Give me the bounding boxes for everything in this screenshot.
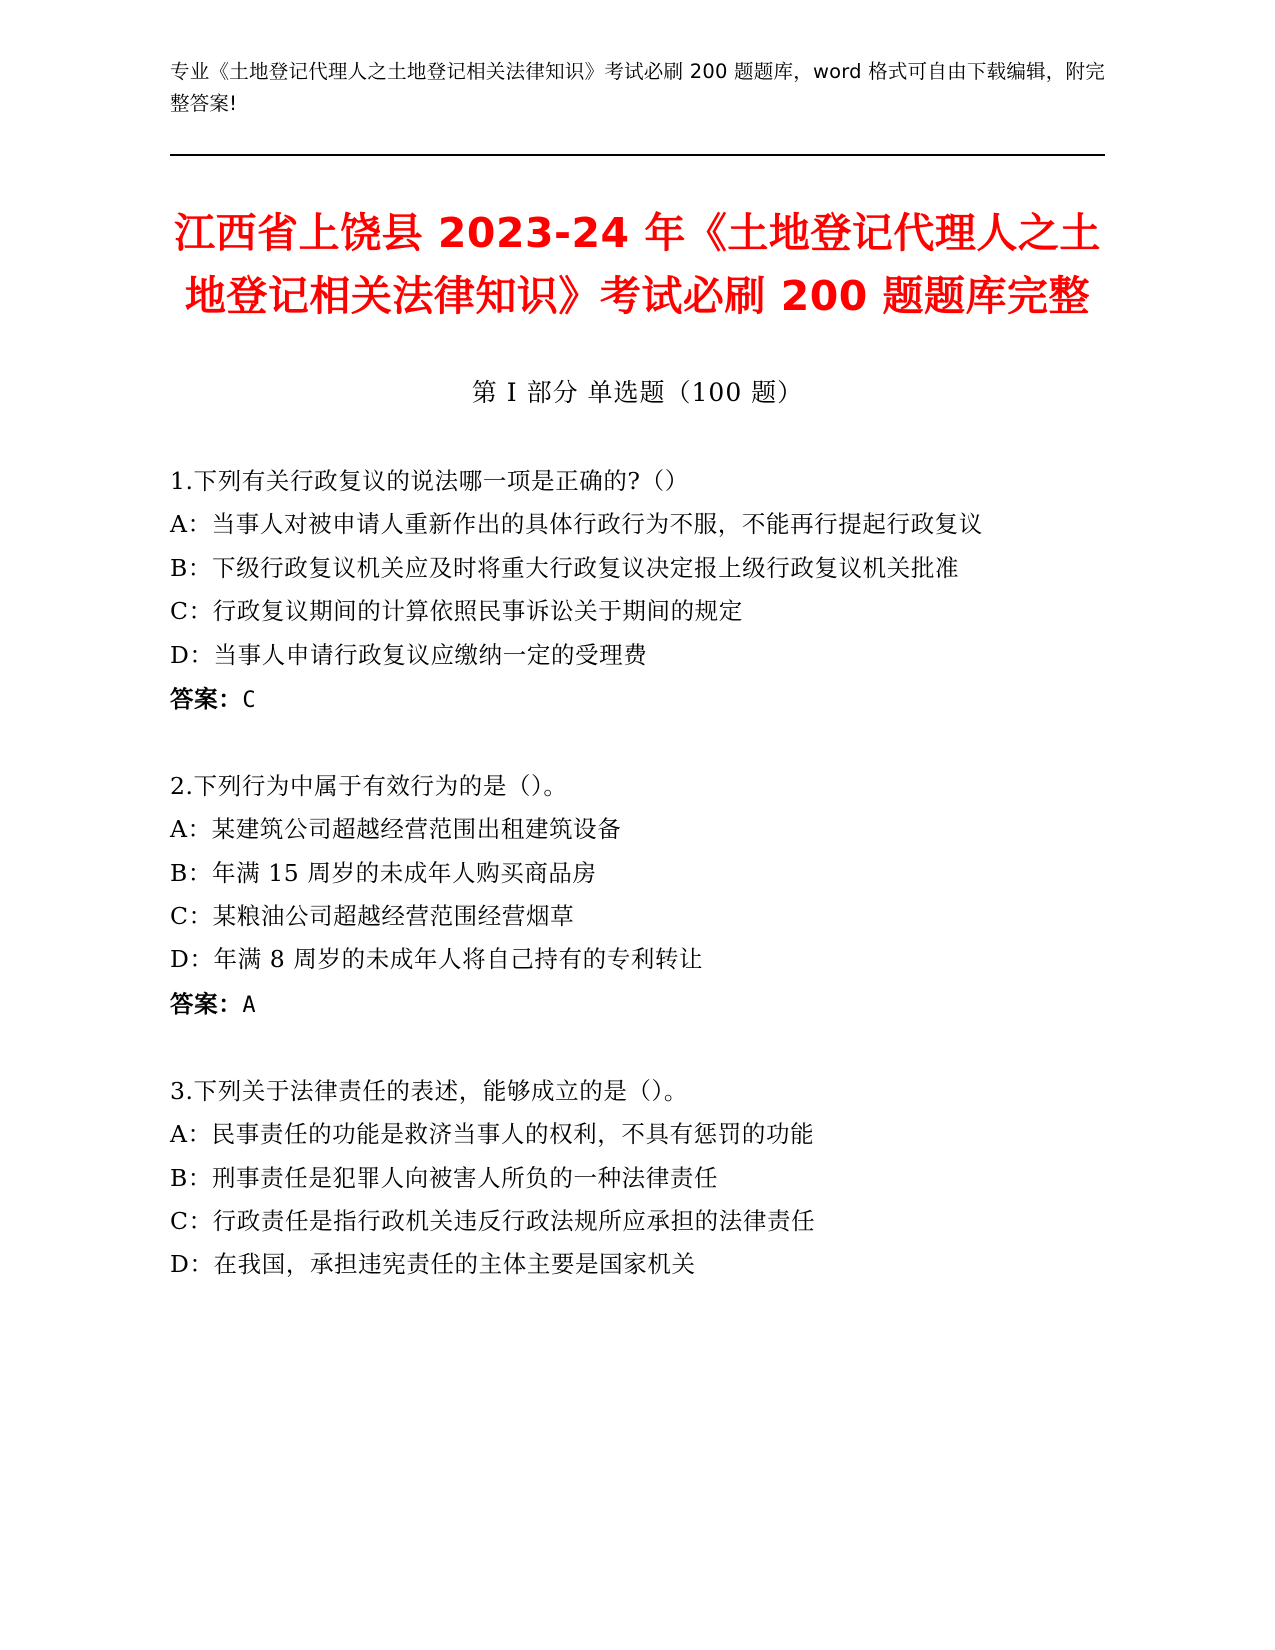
page-title: 江西省上饶县 2023-24 年《土地登记代理人之土地登记相关法律知识》考试必刷 200 题题库完整 <box>174 209 1101 320</box>
question-item <box>170 766 1105 1025</box>
question-item <box>170 461 1105 720</box>
question-option: C：某粮油公司超越经营范围经营烟草 <box>170 902 575 931</box>
question-stem: 2.下列行为中属于有效行为的是（）。 <box>170 771 568 800</box>
question-option: B：年满 15 周岁的未成年人购买商品房 <box>170 858 597 887</box>
question-answer <box>170 984 1105 1025</box>
question-option: B：下级行政复议机关应及时将重大行政复议决定报上级行政复议机关批准 <box>170 553 960 582</box>
section-heading: 第 I 部分 单选题（100 题） <box>471 377 804 407</box>
question-option: C：行政复议期间的计算依照民事诉讼关于期间的规定 <box>170 597 743 626</box>
question-option: A：当事人对被申请人重新作出的具体行政行为不服，不能再行提起行政复议 <box>170 510 983 539</box>
question-option: B：刑事责任是犯罪人向被害人所负的一种法律责任 <box>170 1163 719 1192</box>
question-stem: 3.下列关于法律责任的表述，能够成立的是（）。 <box>170 1076 688 1105</box>
header-divider <box>170 154 1105 156</box>
header-note: 专业《土地登记代理人之土地登记相关法律知识》考试必刷 200 题题库，word 格式可自由下载编辑，附完整答案! <box>170 60 1105 116</box>
question-stem: 1.下列有关行政复议的说法哪一项是正确的?（） <box>170 466 689 495</box>
question-item <box>170 1071 1105 1285</box>
question-option: D：年满 8 周岁的未成年人将自己持有的专利转让 <box>170 945 704 974</box>
answer-value: A <box>242 992 257 1018</box>
question-option: D：在我国，承担违宪责任的主体主要是国家机关 <box>170 1250 696 1279</box>
answer-label: 答案： <box>170 989 243 1018</box>
question-answer <box>170 679 1105 720</box>
answer-label: 答案： <box>170 685 243 713</box>
question-option: A：某建筑公司超越经营范围出租建筑设备 <box>170 815 622 844</box>
question-option: D：当事人申请行政复议应缴纳一定的受理费 <box>170 640 648 669</box>
question-option: A：民事责任的功能是救济当事人的权利，不具有惩罚的功能 <box>170 1120 815 1149</box>
answer-value: C <box>242 688 257 713</box>
question-option: C：行政责任是指行政机关违反行政法规所应承担的法律责任 <box>170 1206 816 1235</box>
